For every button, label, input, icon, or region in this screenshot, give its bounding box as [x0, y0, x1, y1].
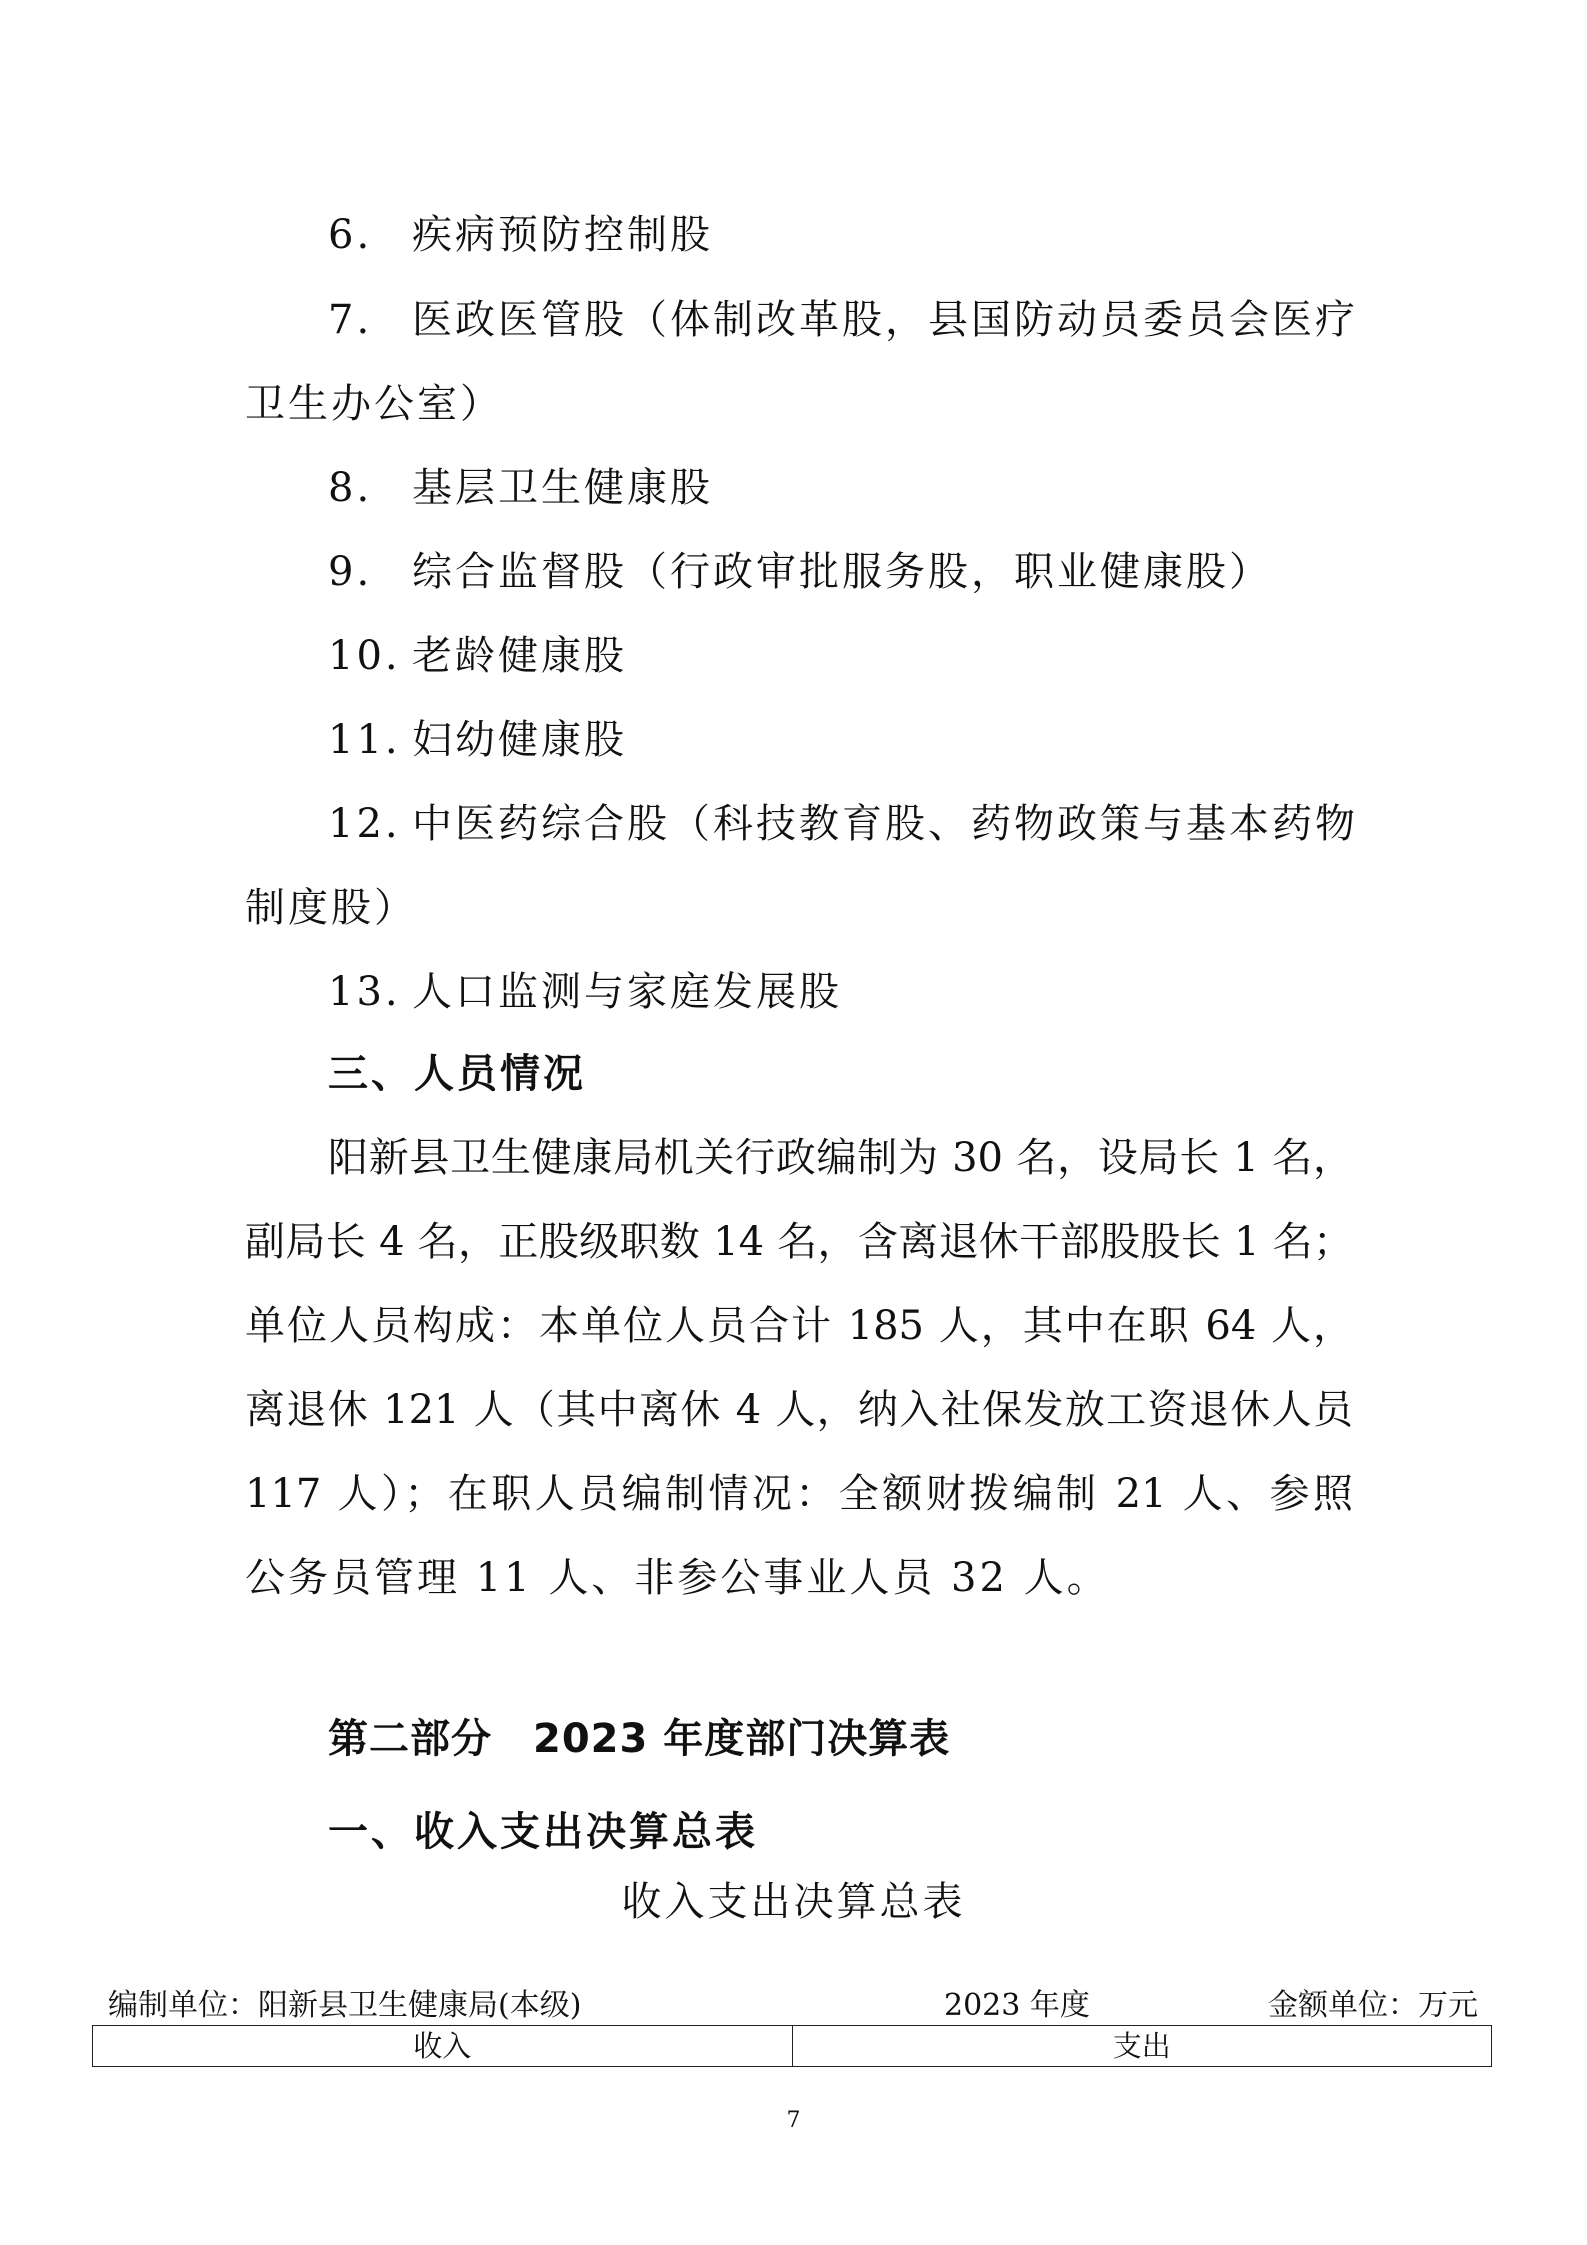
income-column-header: 收入 [413, 2029, 472, 2063]
list-item-12-continuation: 制度股） [245, 885, 417, 931]
fiscal-year: 2023 年度 [944, 1988, 1090, 2023]
list-number: 13. [328, 969, 401, 1015]
personnel-paragraph-line-3: 单位人员构成：本单位人员合计 185 人，其中在职 64 人， [245, 1303, 1353, 1349]
list-number: 7. [328, 297, 373, 343]
expense-column-header: 支出 [792, 2026, 1492, 2066]
personnel-paragraph-line-1: 阳新县卫生健康局机关行政编制为 30 名，设局长 1 名， [328, 1135, 1353, 1181]
list-number: 6. [328, 212, 373, 258]
list-text: 人口监测与家庭发展股 [412, 969, 842, 1015]
amount-unit: 金额单位：万元 [1268, 1988, 1478, 2023]
list-number: 12. [328, 801, 401, 847]
summary-table-header [92, 2025, 1492, 2067]
list-text: 基层卫生健康股 [412, 465, 713, 511]
personnel-paragraph-line-4: 离退休 121 人（其中离休 4 人，纳入社保发放工资退休人员 [245, 1387, 1353, 1433]
compiling-unit: 编制单位：阳新县卫生健康局(本级) [108, 1988, 582, 2023]
list-item-8 [328, 464, 713, 512]
list-item-12 [328, 800, 1358, 848]
section-heading-personnel: 三、人员情况 [328, 1051, 586, 1097]
list-number: 11. [328, 717, 401, 763]
list-item-11 [328, 716, 627, 764]
list-text: 老龄健康股 [412, 633, 627, 679]
list-item-13 [328, 968, 842, 1016]
list-item-6 [328, 211, 713, 259]
list-item-10 [328, 632, 627, 680]
personnel-paragraph-line-6: 公务员管理 11 人、非参公事业人员 32 人。 [245, 1555, 1110, 1601]
table-title: 收入支出决算总表 [621, 1879, 966, 1925]
subsection-heading: 一、收入支出决算总表 [328, 1809, 758, 1855]
list-item-7-continuation: 卫生办公室） [245, 381, 503, 427]
list-text: 妇幼健康股 [412, 717, 627, 763]
list-item-9 [328, 548, 1272, 596]
list-text: 医政医管股（体制改革股，县国防动员委员会医疗 [412, 297, 1358, 343]
part-two-heading: 第二部分 2023 年度部门决算表 [328, 1716, 951, 1762]
page-number: 7 [786, 2108, 801, 2133]
list-number: 10. [328, 633, 401, 679]
personnel-paragraph-line-5: 117 人）；在职人员编制情况：全额财拨编制 21 人、参照 [245, 1471, 1353, 1517]
personnel-paragraph-line-2: 副局长 4 名，正股级职数 14 名，含离退休干部股股长 1 名； [245, 1219, 1353, 1265]
list-text: 疾病预防控制股 [412, 212, 713, 258]
list-item-7 [328, 296, 1358, 344]
list-text: 中医药综合股（科技教育股、药物政策与基本药物 [412, 801, 1358, 847]
list-number: 9. [328, 549, 373, 595]
list-text: 综合监督股（行政审批服务股，职业健康股） [412, 549, 1272, 595]
list-number: 8. [328, 465, 373, 511]
